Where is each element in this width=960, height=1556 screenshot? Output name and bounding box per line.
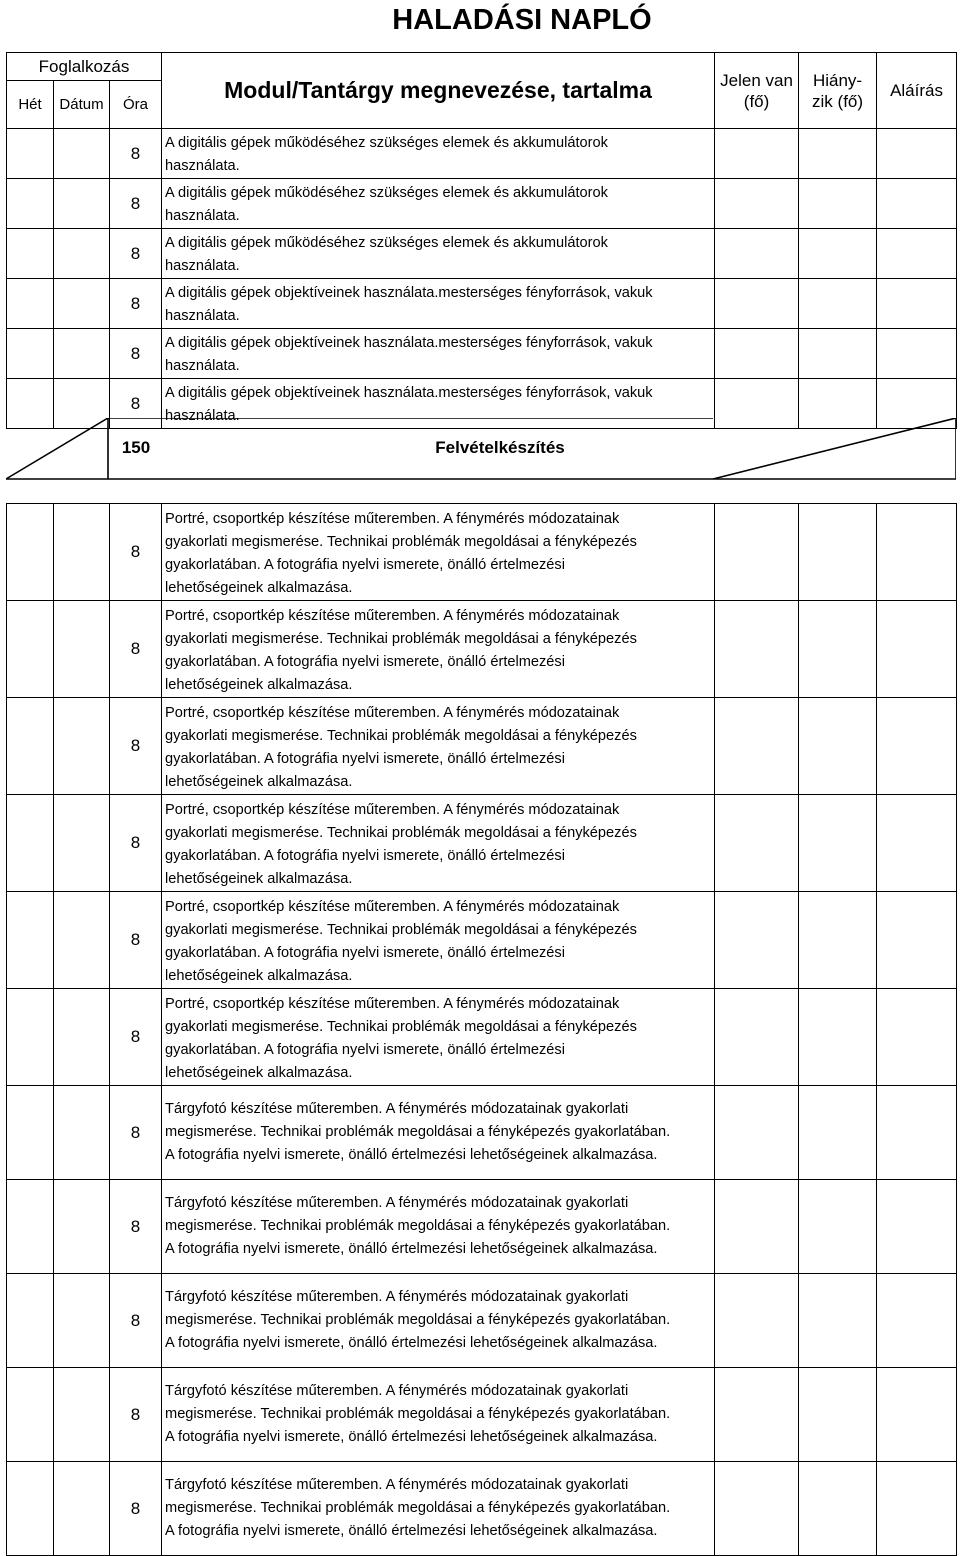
content-line: Tárgyfotó készítése műteremben. A fénymérés módozatainak gyakorlati: [165, 1101, 629, 1117]
content-line: gyakorlati megismerése. Technikai problémák megoldásai a fényképezés: [165, 534, 637, 550]
hours-cell: 8: [110, 989, 162, 1086]
header-jelen-van: [715, 53, 799, 129]
content-line: A fotográfia nyelvi ismerete, önálló értelmezési lehetőségeinek alkalmazása.: [165, 1147, 658, 1163]
hours-cell: 8: [110, 229, 162, 279]
alairas-cell: [877, 1180, 957, 1274]
hours-cell: 8: [110, 1180, 162, 1274]
content-line: Tárgyfotó készítése műteremben. A fénymérés módozatainak gyakorlati: [165, 1477, 629, 1493]
hianyzik-cell: [799, 1462, 877, 1556]
content-line: gyakorlati megismerése. Technikai problémák megoldásai a fényképezés: [165, 728, 637, 744]
content-cell: [162, 601, 715, 698]
hours-cell: 8: [110, 1274, 162, 1368]
alairas-cell: [877, 1086, 957, 1180]
table-row: [7, 1462, 957, 1556]
datum-cell: [54, 329, 110, 379]
hours-cell: 8: [110, 892, 162, 989]
hours-cell: 8: [110, 379, 162, 429]
section-name: Felvételkészítés: [435, 438, 565, 457]
alairas-cell: [877, 795, 957, 892]
het-cell: [7, 989, 54, 1086]
datum-cell: [54, 795, 110, 892]
header-hianyzik-line1: Hiány-: [812, 70, 863, 90]
table-row: [7, 698, 957, 795]
het-cell: [7, 1180, 54, 1274]
table-row: [7, 229, 957, 279]
content-cell: [162, 279, 715, 329]
content-line: megismerése. Technikai problémák megoldásai a fényképezés gyakorlatában.: [165, 1124, 671, 1140]
table-row: [7, 179, 957, 229]
hours-cell: 8: [110, 601, 162, 698]
content-line: A digitális gépek működéséhez szükséges elemek és akkumulátorok: [165, 135, 608, 151]
content-cell: [162, 329, 715, 379]
table-row: [7, 329, 957, 379]
het-cell: [7, 795, 54, 892]
hianyzik-cell: [799, 1180, 877, 1274]
datum-cell: [54, 1274, 110, 1368]
content-line: használata.: [165, 258, 240, 274]
hianyzik-cell: [799, 504, 877, 601]
het-cell: [7, 1368, 54, 1462]
datum-cell: [54, 129, 110, 179]
page-title: HALADÁSI NAPLÓ: [392, 4, 652, 36]
content-line: gyakorlati megismerése. Technikai problémák megoldásai a fényképezés: [165, 1019, 637, 1035]
het-cell: [7, 329, 54, 379]
jelen-van-cell: [715, 229, 799, 279]
content-line: használata.: [165, 158, 240, 174]
hours-cell: 8: [110, 504, 162, 601]
content-cell: [162, 229, 715, 279]
hours-cell: 8: [110, 329, 162, 379]
datum-cell: [54, 601, 110, 698]
header-foglalkozas: Foglalkozás: [7, 53, 162, 81]
section-hours: 150: [121, 438, 151, 457]
hours-cell: 8: [110, 129, 162, 179]
jelen-van-cell: [715, 892, 799, 989]
content-cell: [162, 698, 715, 795]
jelen-van-cell: [715, 1180, 799, 1274]
table-row: [7, 1180, 957, 1274]
content-cell: [162, 1274, 715, 1368]
content-line: használata.: [165, 208, 240, 224]
jelen-van-cell: [715, 989, 799, 1086]
alairas-cell: [877, 1462, 957, 1556]
hianyzik-cell: [799, 698, 877, 795]
hianyzik-cell: [799, 989, 877, 1086]
content-cell: [162, 179, 715, 229]
jelen-van-cell: [715, 1368, 799, 1462]
content-line: lehetőségeinek alkalmazása.: [165, 871, 353, 887]
hianyzik-cell: [799, 129, 877, 179]
content-line: A digitális gépek működéséhez szükséges elemek és akkumulátorok: [165, 235, 608, 251]
content-line: használata.: [165, 408, 240, 424]
alairas-cell: [877, 601, 957, 698]
jelen-van-cell: [715, 1274, 799, 1368]
jelen-van-cell: [715, 698, 799, 795]
content-line: gyakorlati megismerése. Technikai problémák megoldásai a fényképezés: [165, 631, 637, 647]
alairas-cell: [877, 1274, 957, 1368]
header-alairas: Aláírás: [877, 53, 957, 129]
header-modul: Modul/Tantárgy megnevezése, tartalma: [162, 53, 715, 129]
hours-cell: 8: [110, 1086, 162, 1180]
table-row: [7, 601, 957, 698]
table-row: [7, 129, 957, 179]
het-cell: [7, 279, 54, 329]
header-datum: Dátum: [54, 81, 110, 129]
content-line: Tárgyfotó készítése műteremben. A fénymérés módozatainak gyakorlati: [165, 1289, 629, 1305]
hianyzik-cell: [799, 601, 877, 698]
het-cell: [7, 892, 54, 989]
alairas-cell: [877, 989, 957, 1086]
content-line: A fotográfia nyelvi ismerete, önálló értelmezési lehetőségeinek alkalmazása.: [165, 1335, 658, 1351]
content-cell: [162, 1368, 715, 1462]
content-line: gyakorlati megismerése. Technikai problémák megoldásai a fényképezés: [165, 825, 637, 841]
content-line: gyakorlatában. A fotográfia nyelvi ismerete, önálló értelmezési: [165, 751, 565, 767]
content-cell: [162, 892, 715, 989]
het-cell: [7, 1086, 54, 1180]
hours-cell: 8: [110, 179, 162, 229]
jelen-van-cell: [715, 1462, 799, 1556]
datum-cell: [54, 1086, 110, 1180]
content-line: A fotográfia nyelvi ismerete, önálló értelmezési lehetőségeinek alkalmazása.: [165, 1523, 658, 1539]
content-line: Portré, csoportkép készítése műteremben. A fénymérés módozatainak: [165, 511, 620, 527]
content-line: A digitális gépek objektíveinek használata.mesterséges fényforrások, vakuk: [165, 335, 653, 351]
content-line: Portré, csoportkép készítése műteremben. A fénymérés módozatainak: [165, 899, 620, 915]
content-line: gyakorlatában. A fotográfia nyelvi ismerete, önálló értelmezési: [165, 848, 565, 864]
datum-cell: [54, 1462, 110, 1556]
content-line: megismerése. Technikai problémák megoldásai a fényképezés gyakorlatában.: [165, 1500, 671, 1516]
hianyzik-cell: [799, 179, 877, 229]
group1-body: [7, 129, 957, 429]
het-cell: [7, 1462, 54, 1556]
alairas-cell: [877, 698, 957, 795]
table-row: [7, 504, 957, 601]
table-row: [7, 1086, 957, 1180]
hianyzik-cell: [799, 1274, 877, 1368]
alairas-cell: [877, 892, 957, 989]
table-row: [7, 892, 957, 989]
hianyzik-cell: [799, 1086, 877, 1180]
het-cell: [7, 179, 54, 229]
table-row: [7, 795, 957, 892]
hianyzik-cell: [799, 329, 877, 379]
jelen-van-cell: [715, 795, 799, 892]
content-line: Portré, csoportkép készítése műteremben. A fénymérés módozatainak: [165, 705, 620, 721]
hianyzik-cell: [799, 279, 877, 329]
table-row: [7, 1274, 957, 1368]
het-cell: [7, 601, 54, 698]
het-cell: [7, 229, 54, 279]
alairas-cell: [877, 504, 957, 601]
datum-cell: [54, 698, 110, 795]
alairas-cell: [877, 229, 957, 279]
datum-cell: [54, 179, 110, 229]
content-line: használata.: [165, 308, 240, 324]
header-hianyzik: [799, 53, 877, 129]
content-line: lehetőségeinek alkalmazása.: [165, 968, 353, 984]
jelen-van-cell: [715, 179, 799, 229]
alairas-cell: [877, 1368, 957, 1462]
content-line: lehetőségeinek alkalmazása.: [165, 774, 353, 790]
content-line: A digitális gépek objektíveinek használata.mesterséges fényforrások, vakuk: [165, 385, 653, 401]
header-het: Hét: [7, 81, 54, 129]
header-ora: Óra: [110, 81, 162, 129]
alairas-cell: [877, 129, 957, 179]
group2-body: [7, 491, 957, 1556]
content-line: gyakorlatában. A fotográfia nyelvi ismerete, önálló értelmezési: [165, 1042, 565, 1058]
group-gap: [7, 491, 957, 504]
content-line: gyakorlatában. A fotográfia nyelvi ismerete, önálló értelmezési: [165, 945, 565, 961]
content-cell: [162, 1462, 715, 1556]
datum-cell: [54, 1368, 110, 1462]
jelen-van-cell: [715, 1086, 799, 1180]
hours-cell: 8: [110, 795, 162, 892]
jelen-van-cell: [715, 601, 799, 698]
datum-cell: [54, 229, 110, 279]
content-line: Portré, csoportkép készítése műteremben. A fénymérés módozatainak: [165, 608, 620, 624]
table-row: [7, 989, 957, 1086]
jelen-van-cell: [715, 504, 799, 601]
hours-cell: 8: [110, 698, 162, 795]
alairas-cell: [877, 179, 957, 229]
content-cell: [162, 1180, 715, 1274]
content-line: Portré, csoportkép készítése műteremben. A fénymérés módozatainak: [165, 802, 620, 818]
content-line: Tárgyfotó készítése műteremben. A fénymérés módozatainak gyakorlati: [165, 1195, 629, 1211]
hianyzik-cell: [799, 795, 877, 892]
hours-cell: 8: [110, 1368, 162, 1462]
content-line: A digitális gépek objektíveinek használata.mesterséges fényforrások, vakuk: [165, 285, 653, 301]
content-cell: [162, 989, 715, 1086]
content-line: A fotográfia nyelvi ismerete, önálló értelmezési lehetőségeinek alkalmazása.: [165, 1241, 658, 1257]
content-line: használata.: [165, 358, 240, 374]
content-line: lehetőségeinek alkalmazása.: [165, 580, 353, 596]
hours-cell: 8: [110, 1462, 162, 1556]
datum-cell: [54, 279, 110, 329]
table-row: [7, 1368, 957, 1462]
content-cell: [162, 1086, 715, 1180]
jelen-van-cell: [715, 129, 799, 179]
het-cell: [7, 129, 54, 179]
het-cell: [7, 504, 54, 601]
datum-cell: [54, 892, 110, 989]
hianyzik-cell: [799, 229, 877, 279]
content-line: megismerése. Technikai problémák megoldásai a fényképezés gyakorlatában.: [165, 1218, 671, 1234]
content-line: gyakorlati megismerése. Technikai problémák megoldásai a fényképezés: [165, 922, 637, 938]
header-jelen-van-line1: Jelen van: [720, 70, 793, 90]
alairas-cell: [877, 279, 957, 329]
hianyzik-cell: [799, 892, 877, 989]
content-cell: [162, 795, 715, 892]
datum-cell: [54, 504, 110, 601]
jelen-van-cell: [715, 329, 799, 379]
content-line: gyakorlatában. A fotográfia nyelvi ismerete, önálló értelmezési: [165, 654, 565, 670]
content-line: megismerése. Technikai problémák megoldásai a fényképezés gyakorlatában.: [165, 1312, 671, 1328]
header-hianyzik-line2: zik (fő): [812, 91, 864, 111]
alairas-cell: [877, 329, 957, 379]
het-cell: [7, 1274, 54, 1368]
content-line: lehetőségeinek alkalmazása.: [165, 1065, 353, 1081]
hianyzik-cell: [799, 1368, 877, 1462]
content-line: Portré, csoportkép készítése műteremben. A fénymérés módozatainak: [165, 996, 620, 1012]
content-line: A fotográfia nyelvi ismerete, önálló értelmezési lehetőségeinek alkalmazása.: [165, 1429, 658, 1445]
content-cell: [162, 504, 715, 601]
progress-log-table: [6, 52, 957, 1556]
content-line: gyakorlatában. A fotográfia nyelvi ismerete, önálló értelmezési: [165, 557, 565, 573]
jelen-van-cell: [715, 279, 799, 329]
het-cell: [7, 698, 54, 795]
datum-cell: [54, 1180, 110, 1274]
content-line: Tárgyfotó készítése műteremben. A fénymérés módozatainak gyakorlati: [165, 1383, 629, 1399]
content-line: lehetőségeinek alkalmazása.: [165, 677, 353, 693]
content-line: A digitális gépek működéséhez szükséges elemek és akkumulátorok: [165, 185, 608, 201]
table-row: [7, 279, 957, 329]
header-jelen-van-line2: (fő): [743, 91, 770, 111]
content-cell: [162, 129, 715, 179]
content-line: megismerése. Technikai problémák megoldásai a fényképezés gyakorlatában.: [165, 1406, 671, 1422]
hours-cell: 8: [110, 279, 162, 329]
datum-cell: [54, 989, 110, 1086]
